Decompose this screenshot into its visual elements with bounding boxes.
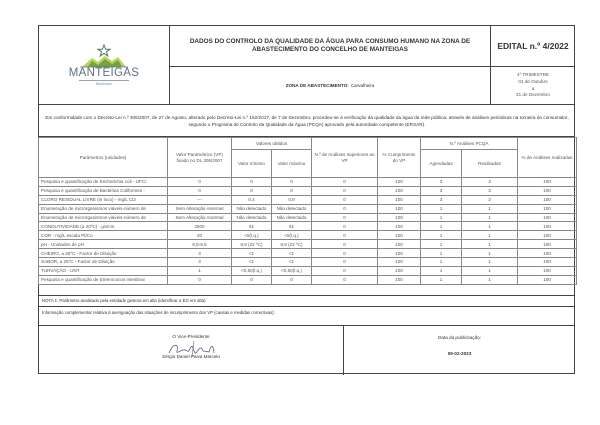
cell-pct: 100 [378, 222, 421, 231]
water-quality-table [38, 137, 577, 285]
header-parametros: Parâmetros (unidades) [39, 138, 168, 178]
cell-agend: 1 [421, 266, 462, 275]
cell-agend: 1 [421, 231, 462, 240]
cell-agend: 1 [421, 258, 462, 267]
table-row [39, 186, 577, 195]
cell-real: 1 [462, 231, 518, 240]
cell-sup: 0 [312, 240, 378, 249]
cell-sup: 0 [312, 231, 378, 240]
cell-real: 3 [462, 186, 518, 195]
cell-sup: 0 [312, 195, 378, 204]
cell-pct-real: 100 [518, 222, 577, 231]
cell-min: <1 [232, 249, 272, 258]
cell-sup: 0 [312, 275, 378, 284]
cell-sup: 0 [312, 204, 378, 213]
table-row [39, 266, 577, 275]
cell-min: Não detectado [232, 204, 272, 213]
cell-pct: 100 [378, 240, 421, 249]
table-row [39, 240, 577, 249]
cell-max: 0,8 [272, 195, 312, 204]
header-realizadas: Realizadas [462, 150, 518, 178]
cell-pct: 100 [378, 213, 421, 222]
cell-sup: 0 [312, 222, 378, 231]
cell-real: 1 [462, 258, 518, 267]
header-n-superiores: N.º de Análises superiores ao VP [312, 138, 378, 178]
cell-max: 6,9 (22 ºC) [272, 240, 312, 249]
cell-real: 1 [462, 204, 518, 213]
logo-cell [39, 26, 170, 105]
cell-sup: 0 [312, 258, 378, 267]
intro-paragraph: Em conformidade com o Decreto-Lei n.º 306/2007, de 27 de Agosto, alterado pelo Decreto-Lei n.º 152/2017, de 7 de Dezembro, procedeu-se à verificação da qualidade da água da rede pública, através de análises periódicas na torneira do consumidor, segundo o Programa de Controlo da Qualidade da Água (PCQA) aprovado pela autoridade competente (ERSAR). [39, 105, 575, 137]
cell-agend: 1 [421, 249, 462, 258]
cell-min: <0,50(l.q.) [232, 266, 272, 275]
cell-vp: --- [168, 195, 232, 204]
cell-pct-real: 100 [518, 186, 577, 195]
cell-real: 1 [462, 266, 518, 275]
cell-max: <5(l.q.) [272, 231, 312, 240]
cell-vp: 0 [168, 275, 232, 284]
cell-vp: 3 [168, 258, 232, 267]
table-row [39, 231, 577, 240]
cell-param: TURVAÇÃO - UNT [39, 266, 168, 275]
cell-pct: 100 [378, 204, 421, 213]
supply-zone [170, 67, 491, 105]
table-row [39, 222, 577, 231]
cell-max: 0 [272, 275, 312, 284]
signature-block [39, 326, 344, 375]
publication-label: Data da publicitação: [438, 335, 481, 340]
cell-max: 0 [272, 178, 312, 187]
cell-param: CLORO RESIDUAL LIVRE (in loco) - mg/L Cl2 [39, 195, 168, 204]
table-body [39, 178, 577, 285]
municipality-logo [39, 26, 169, 104]
cell-param: Pesquisa e quantificação de Enterococos intestinai [39, 275, 168, 284]
supply-zone-label: ZONA DE ABASTECIMENTO: [285, 83, 349, 88]
cell-min: 51 [232, 222, 272, 231]
cell-vp: 6,5-9,5 [168, 240, 232, 249]
cell-min: Não detectado [232, 213, 272, 222]
cell-pct-real: 100 [518, 275, 577, 284]
cell-sup: 0 [312, 213, 378, 222]
cell-pct-real: 100 [518, 178, 577, 187]
cell-agend: 1 [421, 275, 462, 284]
supply-zone-value: Carvalheira [350, 83, 375, 88]
cell-min: 6,9 (22 ºC) [232, 240, 272, 249]
cell-pct-real: 100 [518, 204, 577, 213]
cell-vp: Sem Alteração Anormal [168, 204, 232, 213]
cell-min: 0 [232, 178, 272, 187]
cell-param: Enumeração de microrganismos viáveis-número de [39, 213, 168, 222]
cell-agend: 1 [421, 240, 462, 249]
cell-min: 0 [232, 186, 272, 195]
cell-vp: 3 [168, 249, 232, 258]
publication-block [344, 326, 575, 375]
document-title: DADOS DO CONTROLO DA QUALIDADE DA ÁGUA PARA CONSUMO HUMANO NA ZONA DE ABASTECIMENTO DO CONCELHO DE MANTEIGAS [170, 26, 491, 67]
edital-document [38, 25, 575, 374]
cell-real: 3 [462, 195, 518, 204]
cell-sup: 0 [312, 178, 378, 187]
cell-pct-real: 100 [518, 213, 577, 222]
cell-real: 1 [462, 240, 518, 249]
header-pct-realizadas: % de Análises realizadas [518, 138, 577, 178]
cell-sup: 0 [312, 249, 378, 258]
cell-min: <1 [232, 258, 272, 267]
cell-real: 1 [462, 275, 518, 284]
edital-number: EDITAL n.º 4/2022 [491, 26, 575, 67]
cell-pct: 100 [378, 195, 421, 204]
quarter-label: 4º TRIMESTRE [517, 71, 549, 77]
cell-param: SABOR, a 25ºC - Factor de Diluição [39, 258, 168, 267]
table-row [39, 258, 577, 267]
cell-param: Pesquisa e quantificação de Bactérias Coliformes - [39, 186, 168, 195]
cell-vp: 0 [168, 186, 232, 195]
cell-pct-real: 100 [518, 240, 577, 249]
quarter-period [491, 67, 575, 105]
note-1: NOTA 1: Parâmetro analisado pela entidade gestora em alta (identificar a EG em alta) [39, 295, 575, 307]
header-pcqa: N.º Análises PCQA [421, 138, 518, 150]
cell-pct: 100 [378, 178, 421, 187]
cell-agend: 3 [421, 178, 462, 187]
signatory-name: Sérgio Daniel Paiva Marcelo [162, 354, 220, 359]
cell-vp: 20 [168, 231, 232, 240]
cell-max: 51 [272, 222, 312, 231]
cell-min: 0 [232, 275, 272, 284]
cell-agend: 1 [421, 204, 462, 213]
table-row [39, 195, 577, 204]
header-valor-minimo: Valor mínimo [232, 150, 272, 178]
period-end: 31 de Dezembro [516, 92, 550, 98]
cell-pct: 100 [378, 186, 421, 195]
cell-pct: 100 [378, 266, 421, 275]
cell-pct: 100 [378, 249, 421, 258]
cell-vp: 2500 [168, 222, 232, 231]
cell-pct-real: 100 [518, 258, 577, 267]
header-pct-cumprimento: % Cumprimento do VP [378, 138, 421, 178]
cell-real: 1 [462, 222, 518, 231]
cell-pct-real: 100 [518, 249, 577, 258]
cell-param: COR - mg/L escala Pt/Co [39, 231, 168, 240]
cell-vp: 0 [168, 178, 232, 187]
cell-agend: 3 [421, 195, 462, 204]
cell-pct: 100 [378, 275, 421, 284]
publication-date: 09-02-2023 [447, 351, 472, 356]
logo-divider [79, 80, 129, 81]
cell-max: 0 [272, 186, 312, 195]
cell-vp: 1 [168, 266, 232, 275]
cell-min: 0,4 [232, 195, 272, 204]
cell-param: pH - Unidades de pH [39, 240, 168, 249]
period-start: 01 de Outubro [518, 78, 548, 84]
cell-max: <1 [272, 249, 312, 258]
cell-vp: Sem Alteração Anormal [168, 213, 232, 222]
header-vp: Valor Paramétrico (VP) fixado no DL 306/2007 [168, 138, 232, 178]
cell-pct-real: 100 [518, 195, 577, 204]
cell-agend: 3 [421, 186, 462, 195]
cell-max: Não detectado [272, 204, 312, 213]
cell-sup: 0 [312, 266, 378, 275]
cell-agend: 1 [421, 213, 462, 222]
cell-min: <5(l.q.) [232, 231, 272, 240]
table-row [39, 213, 577, 222]
table-row [39, 249, 577, 258]
cell-param: Enumeração de microrganismos viáveis-número de [39, 204, 168, 213]
cell-pct-real: 100 [518, 231, 577, 240]
table-row [39, 178, 577, 187]
cell-pct: 100 [378, 231, 421, 240]
cell-max: Não detectado [272, 213, 312, 222]
cell-pct: 100 [378, 258, 421, 267]
cell-pct-real: 100 [518, 266, 577, 275]
header-valores-obtidos: Valores obtidos [232, 138, 312, 150]
table-row [39, 275, 577, 284]
table-row [39, 204, 577, 213]
period-separator: a [531, 85, 535, 91]
cell-param: CONDUTIVIDADE (a 20ºC) - µS/cm [39, 222, 168, 231]
cell-real: 1 [462, 249, 518, 258]
cell-agend: 1 [421, 222, 462, 231]
header-valor-maximo: Valor máximo [272, 150, 312, 178]
cell-real: 1 [462, 213, 518, 222]
signatory-role: O Vice-Presidente [172, 334, 210, 339]
logo-subtitle: Município [95, 81, 113, 86]
cell-param: CHEIRO, a 25ºC - Factor de Diluição [39, 249, 168, 258]
logo-name: MANTEIGAS [68, 67, 140, 80]
cell-max: <0,50(l.q.) [272, 266, 312, 275]
complementary-info: Informação complementar relativa à averiguação das situações de incumprimento dos VP (causas e medidas correctivas): [39, 307, 575, 326]
cell-max: <1 [272, 258, 312, 267]
cell-param: Pesquisa e quantificação de Escherichia coli - UFC/ [39, 178, 168, 187]
header-agendadas: Agendadas [421, 150, 462, 178]
cell-real: 3 [462, 178, 518, 187]
cell-sup: 0 [312, 186, 378, 195]
mountains-star-logo-icon [78, 44, 130, 68]
